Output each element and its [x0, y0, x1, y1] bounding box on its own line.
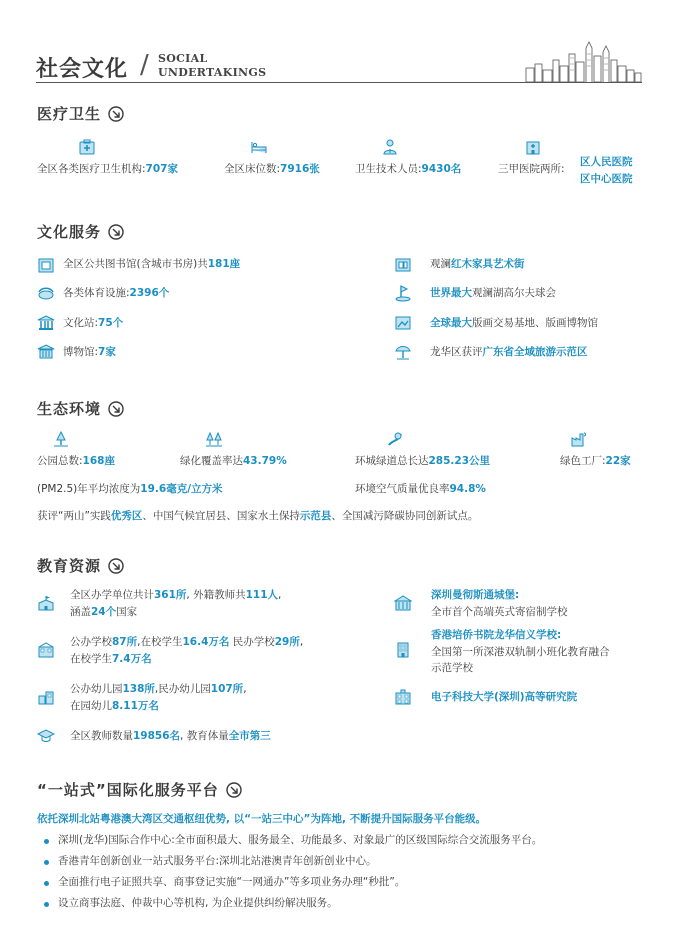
culture-item-furniture-street: [430, 257, 525, 272]
culture-text: 各类体育设施:: [63, 287, 130, 299]
eco-text: 绿色工厂:: [560, 455, 606, 467]
medical-label: 卫生技术人员:: [355, 163, 422, 175]
medical-value: 707家: [145, 163, 178, 175]
culture-value: 广东省全域旅游示范区: [482, 346, 588, 358]
edu-text: ,: [243, 683, 247, 695]
kindergarten-icon: [37, 688, 55, 706]
section-title-culture: [37, 221, 124, 242]
culture-item-print-base: [430, 316, 598, 331]
edu-value: 29所: [274, 636, 300, 648]
bullet-dot: [44, 902, 49, 907]
edu-text: 国家: [116, 606, 138, 618]
culture-item-tourism: [430, 345, 588, 360]
edu-value: 19856名: [133, 730, 181, 742]
header-title-cn: 社会文化: [36, 57, 129, 82]
medical-item-hospitals: [498, 162, 565, 177]
section-title-edu-text: 教育资源: [37, 557, 102, 575]
bullet-dot: [44, 839, 49, 844]
medical-label: 全区床位数:: [224, 163, 281, 175]
culture-item-museums: [63, 345, 116, 360]
culture-value: 2396个: [129, 287, 170, 299]
section-title-edu: [37, 555, 124, 576]
edu-school-name: 电子科技大学(深圳)高等研究院: [431, 691, 578, 703]
medical-item-institutions: [37, 162, 178, 177]
stadium-icon: [37, 284, 55, 302]
edu-value: 138所: [122, 683, 155, 695]
eco-text: 绿化覆盖率达: [180, 455, 243, 467]
eco-item-green-coverage: [180, 454, 287, 469]
edu-line3a: [70, 682, 247, 697]
edu-school-name: 香港培侨书院龙华信义学校:: [431, 629, 562, 641]
edu-text: ,民办幼儿园: [154, 683, 211, 695]
school-building-icon: [37, 641, 55, 659]
museum-icon: [37, 343, 55, 361]
section-title-platform-text: “一站式”国际化服务平台: [37, 781, 219, 799]
furniture-icon: [394, 256, 412, 274]
eco-item-greenway: [355, 454, 490, 469]
green-factory-icon: [570, 430, 588, 448]
header-title-en-line1: SOCIAL: [158, 52, 208, 65]
section-title-eco-text: 生态环境: [37, 400, 102, 418]
university-icon: [394, 688, 412, 706]
culture-value: 全球最大: [430, 317, 472, 329]
medical-hospital-1: [580, 155, 633, 170]
platform-bullet: 香港青年创新创业一站式服务平台:深圳北站港澳青年创新创业中心。: [58, 855, 377, 867]
section-title-medical: [37, 103, 124, 124]
eco-text: 、全国减污降碳协同创新试点。: [331, 510, 479, 522]
eco-text: 公园总数:: [37, 455, 83, 467]
edu-text: ,在校学生: [137, 636, 183, 648]
header-slash: /: [140, 50, 149, 80]
medical-item-beds: [224, 162, 320, 177]
edu-text: 全市首个高端英式寄宿制学校: [431, 606, 568, 618]
edu-value: 87所: [112, 636, 138, 648]
edu-right1-desc: [431, 605, 568, 620]
arrow-circle-icon: [226, 782, 242, 798]
eco-text: 、中国气候宜居县、国家水土保持: [142, 510, 300, 522]
culture-item-golf: [430, 286, 556, 301]
culture-text: 博物馆:: [63, 346, 99, 358]
section-title-eco: [37, 398, 124, 419]
edu-text: 在校学生: [70, 653, 112, 665]
medical-value: 区人民医院: [580, 156, 633, 168]
edu-right3-title: [431, 690, 577, 705]
eco-value: 19.6毫克/立方米: [140, 483, 223, 495]
section-title-medical-text: 医疗卫生: [37, 105, 102, 123]
culture-station-icon: [37, 314, 55, 332]
edu-text: , 教育体量: [180, 730, 229, 742]
tower-school-icon: [394, 641, 412, 659]
header-title-en: [158, 52, 266, 80]
culture-text: 全区公共图书馆(含城市书房)共: [63, 258, 208, 270]
print-art-icon: [394, 314, 412, 332]
edu-text: 全国第一所深港双轨制小班化教育融合: [431, 646, 610, 658]
culture-text: 龙华区获评: [430, 346, 483, 358]
eco-value: 优秀区: [110, 510, 143, 522]
eco-text: 环城绿道总长达: [355, 455, 429, 467]
edu-text: 全区教师数量: [70, 730, 133, 742]
edu-text: 公办学校: [70, 636, 112, 648]
section-title-platform: [37, 779, 242, 800]
medical-value: 9430名: [421, 163, 462, 175]
eco-item-air-quality: [355, 482, 486, 497]
edu-right2-desc2: [431, 661, 473, 676]
edu-value: 7.4万名: [112, 653, 152, 665]
edu-text: 示范学校: [431, 662, 473, 674]
edu-value: 24个: [91, 606, 117, 618]
eco-honors: [37, 509, 478, 524]
medical-item-staff: [355, 162, 461, 177]
medical-label: 三甲医院两所:: [498, 163, 565, 175]
eco-value: 168座: [82, 455, 115, 467]
eco-value: 94.8%: [449, 483, 486, 495]
school-flag-icon: [37, 594, 55, 612]
section-title-culture-text: 文化服务: [37, 223, 102, 241]
city-skyline-icon: [524, 40, 642, 82]
edu-value: 全市第三: [228, 730, 271, 742]
culture-value: 7家: [98, 346, 116, 358]
arrow-circle-icon: [108, 224, 124, 240]
culture-value: 红木家具艺术街: [451, 258, 525, 270]
eco-text: 获评“两山”实践: [37, 510, 111, 522]
edu-text: 在园幼儿: [70, 700, 112, 712]
arrow-circle-icon: [108, 106, 124, 122]
bullet-dot: [44, 860, 49, 865]
culture-item-stations: [63, 316, 123, 331]
edu-text: 涵盖: [70, 606, 91, 618]
edu-text: ,: [299, 636, 304, 648]
hospital-bed-icon: [250, 138, 268, 156]
platform-lead: [37, 812, 486, 827]
culture-text: 版画交易基地、版画博物馆: [472, 317, 598, 329]
medical-label: 全区各类医疗卫生机构:: [37, 163, 146, 175]
culture-value: 181座: [207, 258, 241, 270]
culture-value: 75个: [98, 317, 124, 329]
beach-umbrella-icon: [394, 343, 412, 361]
medical-value: 区中心医院: [580, 173, 633, 185]
culture-text: 文化站:: [63, 317, 99, 329]
eco-item-pm25: [37, 482, 223, 497]
header-divider: [36, 82, 642, 83]
medical-kit-icon: [78, 138, 96, 156]
culture-value: 世界最大: [430, 287, 472, 299]
edu-value: 111人: [245, 589, 279, 601]
edu-line1a: [70, 588, 281, 603]
golf-icon: [394, 284, 412, 302]
culture-item-sports: [63, 286, 169, 301]
culture-item-library: [63, 257, 240, 272]
eco-text: (PM2.5)年平均浓度为: [37, 483, 141, 495]
eco-text: 环境空气质量优良率: [355, 483, 450, 495]
edu-text: 民办学校: [229, 636, 275, 648]
edu-text: ,: [278, 589, 282, 601]
edu-right1-title: [431, 588, 519, 603]
greenway-icon: [386, 430, 404, 448]
eco-value: 285.23公里: [428, 455, 491, 467]
edu-value: 361所: [154, 589, 187, 601]
header-title-en-line2: UNDERTAKINGS: [158, 66, 267, 79]
edu-right2-desc1: [431, 645, 610, 660]
graduation-cap-icon: [37, 727, 55, 745]
eco-value: 22家: [605, 455, 631, 467]
edu-right2-title: [431, 628, 561, 643]
arrow-circle-icon: [108, 401, 124, 417]
arrow-circle-icon: [108, 558, 124, 574]
culture-text: 观澜: [430, 258, 451, 270]
park-icon: [52, 430, 70, 448]
edu-text: 全区办学单位共计: [70, 589, 154, 601]
platform-bullet: 设立商事法庭、仲裁中心等机构, 为企业提供纠纷解决服务。: [58, 897, 338, 909]
edu-value: 8.11万名: [112, 700, 159, 712]
platform-lead-text: 依托深圳北站粤港澳大湾区交通枢纽优势, 以“一站三中心”为阵地, 不断提升国际服务平台能级。: [37, 813, 487, 825]
eco-item-green-factories: [560, 454, 631, 469]
platform-bullet: 深圳(龙华)国际合作中心:全市面积最大、服务最全、功能最多、对象最广的区级国际综合交流服务平台。: [58, 834, 543, 846]
edu-line3b: [70, 699, 159, 714]
edu-line2b: [70, 652, 152, 667]
eco-value: 示范县: [299, 510, 332, 522]
edu-value: 16.4万名: [182, 636, 230, 648]
edu-value: 107所: [210, 683, 244, 695]
edu-text: 公办幼儿园: [70, 683, 123, 695]
castle-school-icon: [394, 594, 412, 612]
medical-staff-icon: [381, 138, 399, 156]
medical-value: 7916张: [280, 163, 320, 175]
eco-value: 43.79%: [243, 455, 287, 467]
library-icon: [37, 256, 55, 274]
edu-line4: [70, 729, 271, 744]
medical-hospital-2: [580, 172, 633, 187]
hospital-building-icon: [524, 138, 542, 156]
edu-line1b: [70, 605, 137, 620]
eco-item-parks: [37, 454, 115, 469]
edu-school-name: 深圳曼彻斯通城堡:: [431, 589, 520, 601]
culture-text: 观澜湖高尔夫球会: [472, 287, 556, 299]
edu-line2a: [70, 635, 303, 650]
bullet-dot: [44, 881, 49, 886]
edu-text: , 外籍教师共: [186, 589, 246, 601]
trees-icon: [205, 430, 223, 448]
platform-bullet: 全面推行电子证照共享、商事登记实施“一网通办”等多项业务办理“秒批”。: [58, 876, 406, 888]
